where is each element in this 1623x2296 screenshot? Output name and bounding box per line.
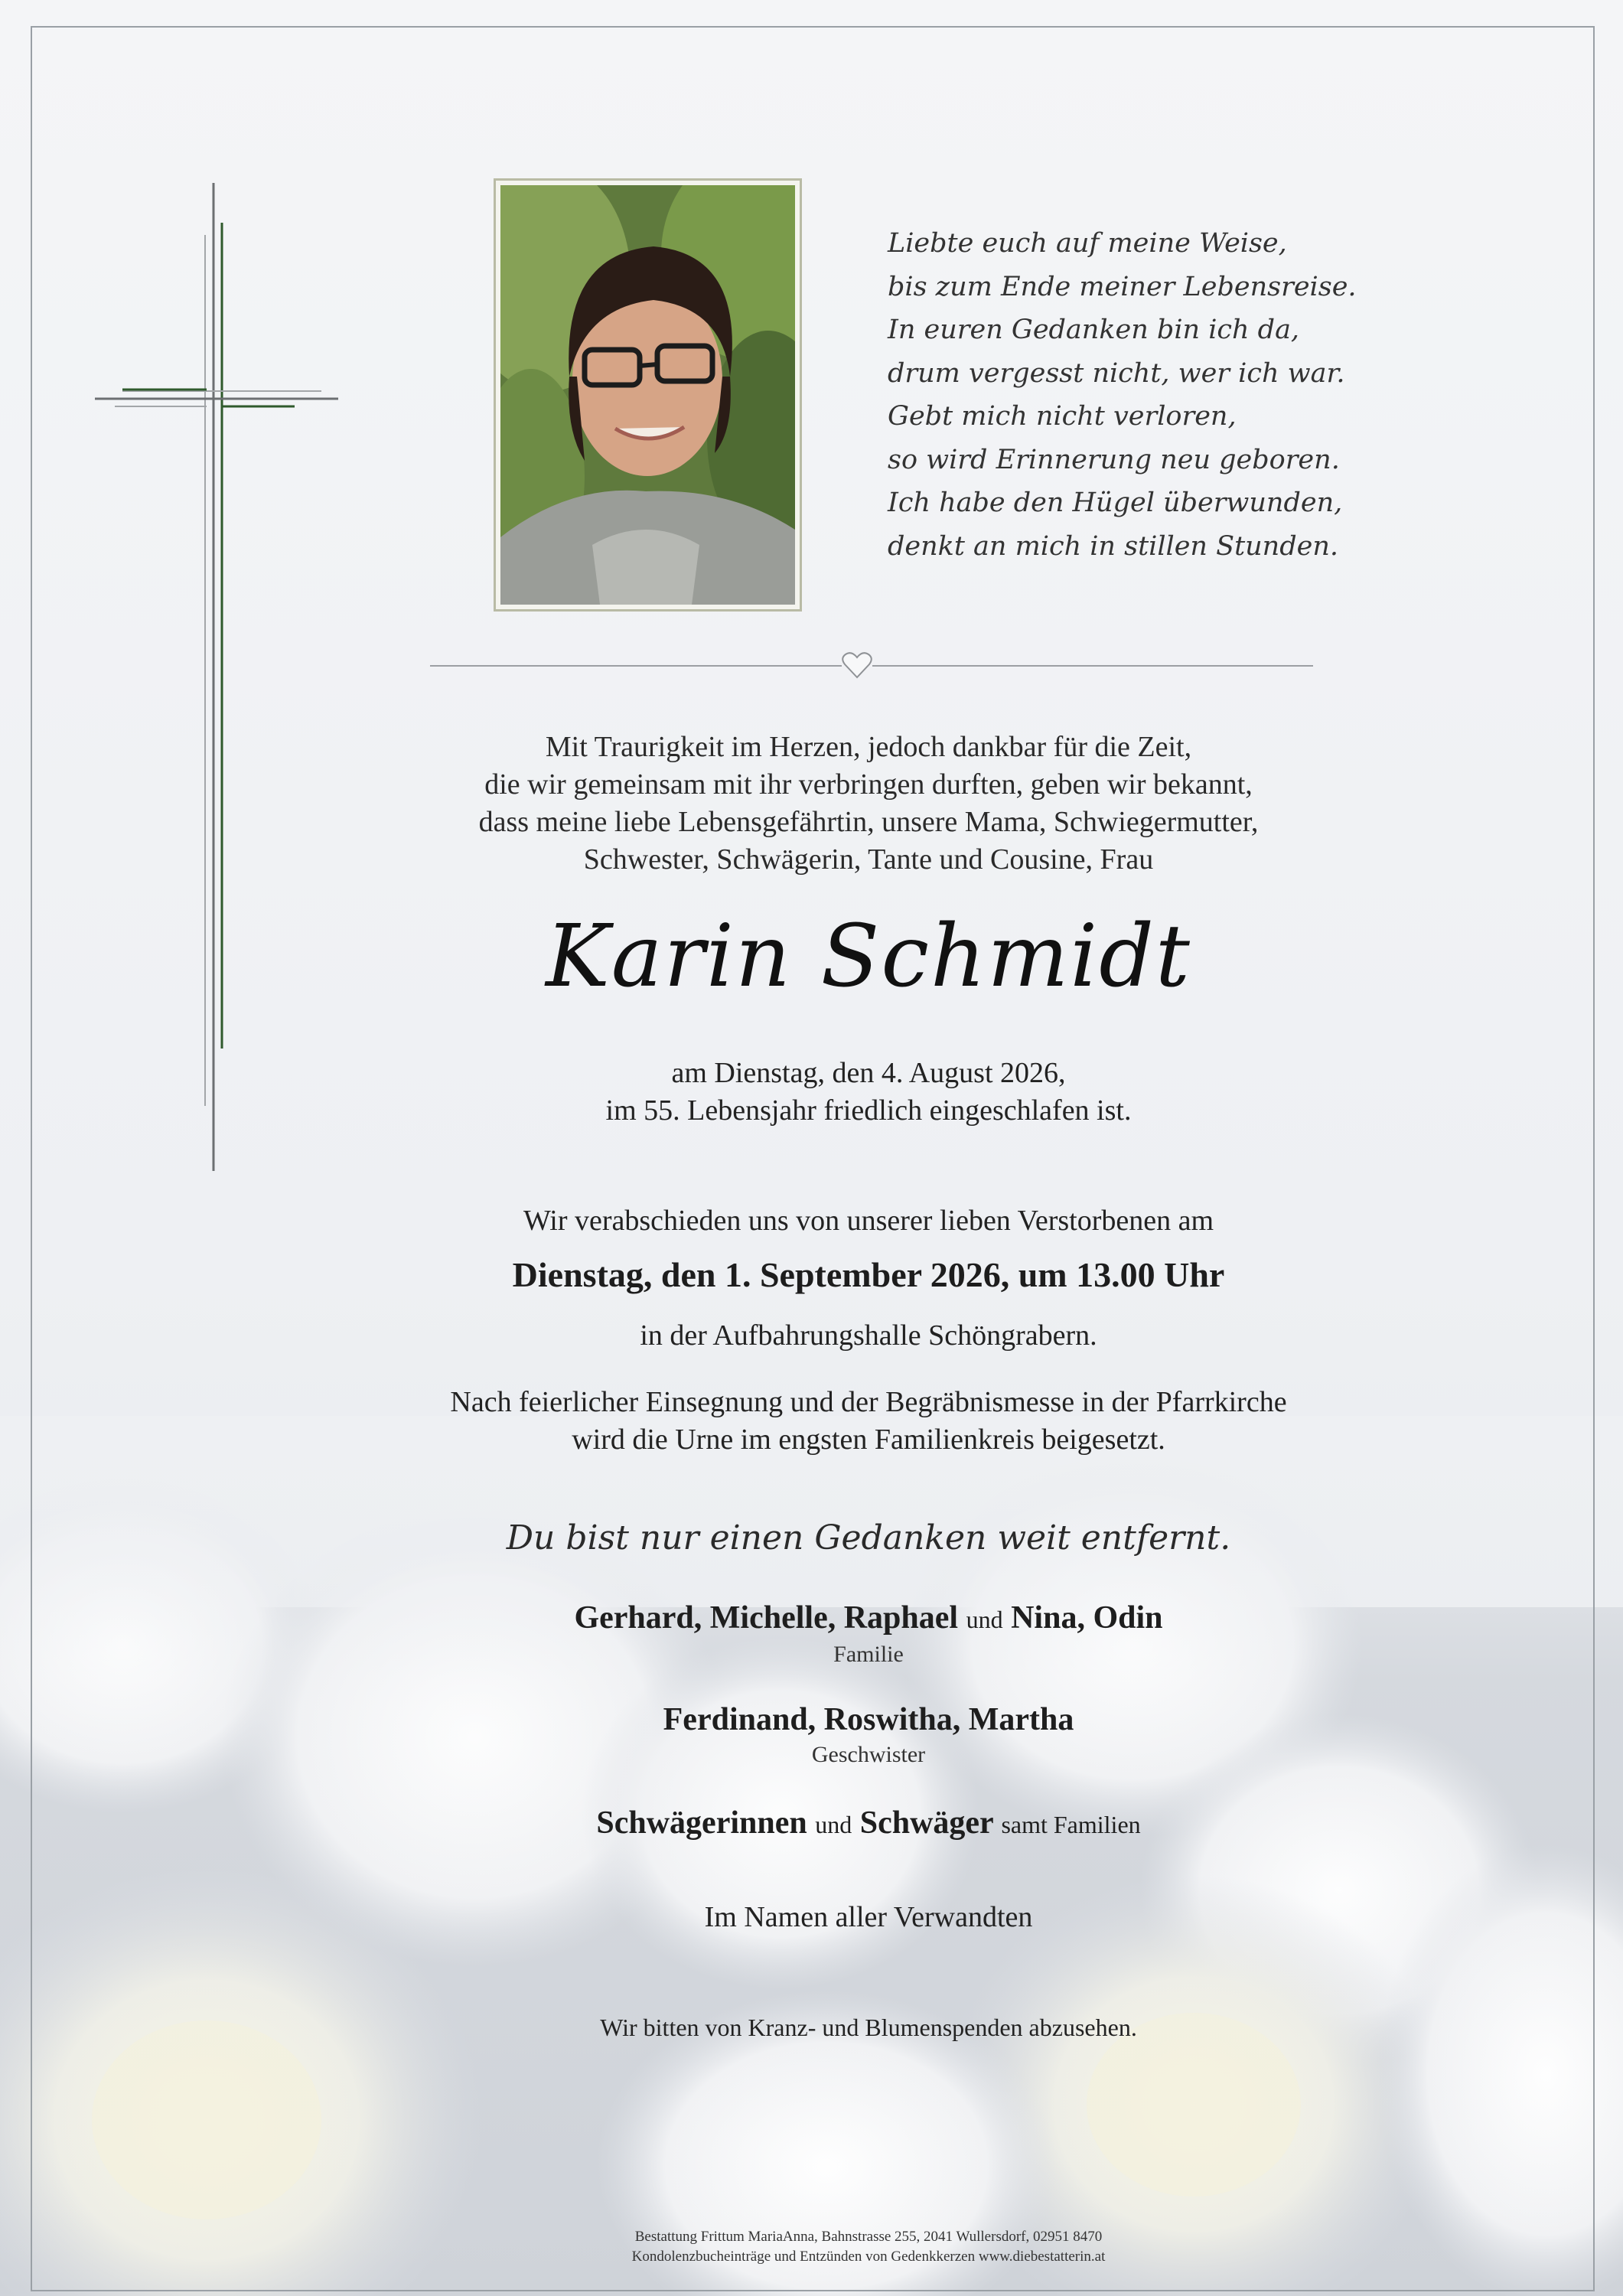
mourner-group-siblings bbox=[321, 1699, 1416, 1769]
poem-line: drum vergesst nicht, wer ich war. bbox=[888, 357, 1345, 389]
cross-icon bbox=[92, 180, 344, 1175]
mourner-role: Geschwister bbox=[811, 1742, 926, 1767]
portrait-photo bbox=[494, 178, 802, 612]
death-line: im 55. Lebensjahr friedlich eingeschlafen ist. bbox=[605, 1094, 1132, 1127]
poem-line: Gebt mich nicht verloren, bbox=[888, 401, 1237, 432]
poem-line: Liebte euch auf meine Weise, bbox=[888, 228, 1287, 259]
mourner-names: Nina, Odin bbox=[1011, 1600, 1163, 1636]
mourner-names: Schwäger bbox=[859, 1805, 993, 1841]
ceremony-line: wird die Urne im engsten Familienkreis beigesetzt. bbox=[572, 1424, 1165, 1456]
heart-icon bbox=[842, 653, 872, 677]
death-date-text bbox=[321, 1055, 1416, 1130]
announcement-line: dass meine liebe Lebensgefährtin, unsere Mama, Schwiegermutter, bbox=[478, 806, 1259, 838]
footer-website: Kondolenzbucheinträge und Entzünden von Gedenkkerzen www.diebestatterin.at bbox=[631, 2249, 1106, 2265]
heart-divider bbox=[430, 651, 1313, 681]
donation-note: Wir bitten von Kranz- und Blumenspenden abzusehen. bbox=[600, 2014, 1137, 2041]
mourner-connector: und bbox=[966, 1606, 1003, 1633]
on-behalf-text: Im Namen aller Verwandten bbox=[704, 1901, 1033, 1933]
mourner-connector: und bbox=[815, 1811, 852, 1838]
funeral-date: Dienstag, den 1. September 2026, um 13.00 Uhr bbox=[512, 1255, 1225, 1294]
mourner-suffix: samt Familien bbox=[1001, 1811, 1141, 1838]
poem-line: denkt an mich in stillen Stunden. bbox=[888, 530, 1339, 562]
footer-address: Bestattung Frittum MariaAnna, Bahnstrasse 255, 2041 Wullersdorf, 02951 8470 bbox=[634, 2229, 1103, 2245]
announcement-line: Schwester, Schwägerin, Tante und Cousine, Frau bbox=[583, 843, 1154, 876]
footer bbox=[321, 2227, 1416, 2267]
farewell-text: Wir verabschieden uns von unserer lieben Verstorbenen am bbox=[523, 1205, 1214, 1237]
poem-line: Ich habe den Hügel überwunden, bbox=[888, 488, 1343, 518]
ceremony-text bbox=[321, 1384, 1416, 1459]
mourner-group-in-laws bbox=[321, 1802, 1416, 1845]
announcement-line: die wir gemeinsam mit ihr verbringen durften, geben wir bekannt, bbox=[484, 768, 1253, 801]
announcement-text bbox=[321, 729, 1416, 879]
motto: Du bist nur einen Gedanken weit entfernt. bbox=[506, 1518, 1231, 1557]
poem bbox=[888, 222, 1423, 568]
deceased-name: Karin Schmidt bbox=[546, 907, 1191, 1006]
mourner-role: Familie bbox=[833, 1642, 904, 1667]
mourner-names: Gerhard, Michelle, Raphael bbox=[574, 1600, 959, 1636]
poem-line: In euren Gedanken bin ich da, bbox=[888, 315, 1300, 345]
mourner-names: Schwägerinnen bbox=[596, 1805, 807, 1841]
poem-line: bis zum Ende meiner Lebensreise. bbox=[888, 271, 1357, 302]
mourner-names: Ferdinand, Roswitha, Martha bbox=[663, 1702, 1074, 1737]
ceremony-line: Nach feierlicher Einsegnung und der Begräbnismesse in der Pfarrkirche bbox=[450, 1386, 1287, 1418]
announcement-line: Mit Traurigkeit im Herzen, jedoch dankbar für die Zeit, bbox=[545, 731, 1192, 763]
funeral-place: in der Aufbahrungshalle Schöngrabern. bbox=[640, 1319, 1097, 1352]
death-line: am Dienstag, den 4. August 2026, bbox=[671, 1057, 1066, 1089]
poem-line: so wird Erinnerung neu geboren. bbox=[888, 444, 1340, 475]
mourner-group-family bbox=[321, 1597, 1416, 1669]
